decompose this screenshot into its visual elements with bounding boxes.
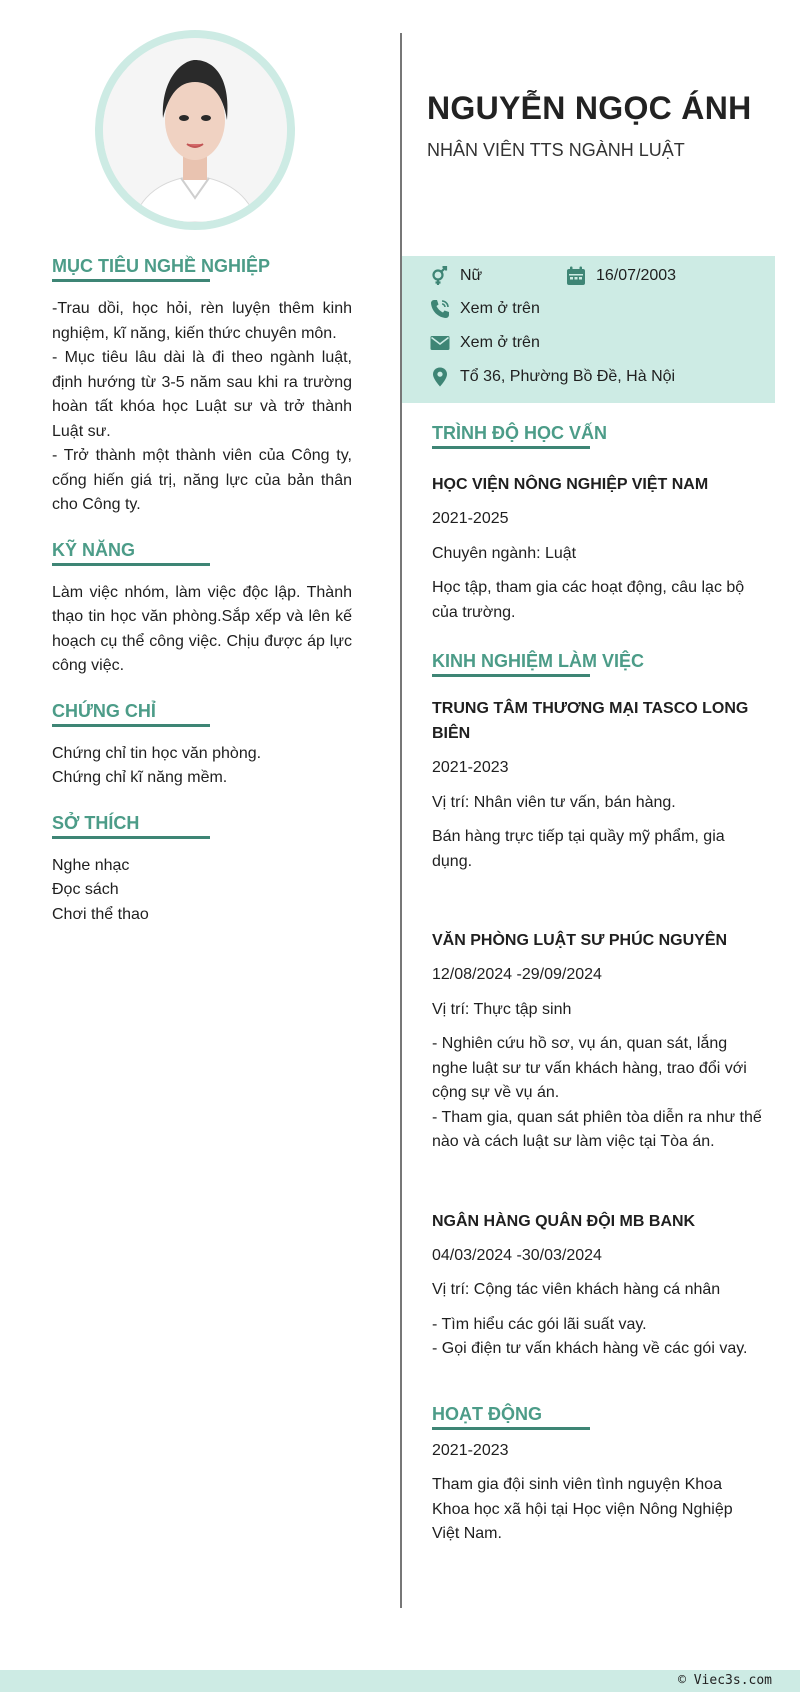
list-item: Chơi thể thao (52, 905, 149, 923)
list-item: Chứng chỉ kĩ năng mềm. (52, 769, 228, 786)
hobbies-list (52, 854, 352, 928)
address-value: Tổ 36, Phường Bồ Đề, Hà Nội (460, 368, 676, 385)
phone-value: Xem ở trên (460, 300, 540, 317)
job-company: VĂN PHÒNG LUẬT SƯ PHÚC NGUYÊN (432, 932, 728, 949)
skills-section (52, 540, 352, 679)
footer-credit: © Viec3s.com (678, 1673, 772, 1688)
email-icon (430, 333, 450, 353)
skills-text: Làm việc nhóm, làm việc độc lập. Thành thạo tin học văn phòng.Sắp xếp và lên kế hoạch cụ thể công việc. Chịu được áp lực công việc. (52, 583, 352, 674)
job-desc: - Nghiên cứu hồ sơ, vụ án, quan sát, lắng nghe luật sư tư vấn khách hàng, trao đổi với cộng sự về vụ án. - Tham gia, quan sát phiên tòa diễn ra như thế nào và cách luật sư làm việc tại Tòa án. (432, 1035, 762, 1150)
gender-value: Nữ (460, 267, 483, 284)
education-section (432, 423, 762, 625)
hobbies-section (52, 813, 352, 928)
email-value: Xem ở trên (460, 334, 540, 351)
contact-email (430, 333, 540, 353)
list-item: Nghe nhạc (52, 856, 130, 874)
certificates-section (52, 701, 352, 791)
education-major: Chuyên ngành: Luật (432, 544, 577, 562)
contact-gender (430, 266, 482, 286)
job-desc: - Tìm hiểu các gói lãi suất vay. - Gọi điện tư vấn khách hàng về các gói vay. (432, 1315, 748, 1357)
job-title: NHÂN VIÊN TTS NGÀNH LUẬT (427, 140, 685, 160)
job-entry (432, 1209, 762, 1362)
contact-birthday (566, 266, 676, 286)
skills-heading: KỸ NĂNG (52, 540, 352, 565)
birthday-value: 16/07/2003 (596, 267, 677, 284)
candidate-name: NGUYỄN NGỌC ÁNH (427, 90, 752, 126)
hobbies-heading: SỞ THÍCH (52, 813, 352, 838)
job-position: Vị trí: Cộng tác viên khách hàng cá nhân (432, 1281, 721, 1298)
job-entry (432, 928, 762, 1155)
objective-heading: MỤC TIÊU NGHỀ NGHIỆP (52, 256, 352, 281)
phone-icon (430, 299, 450, 319)
contact-panel (402, 256, 775, 403)
location-icon (430, 367, 450, 387)
activities-period: 2021-2023 (432, 1441, 509, 1459)
activities-section (432, 1404, 762, 1547)
job-entry (432, 696, 762, 874)
contact-address (430, 367, 675, 387)
certificates-heading: CHỨNG CHỈ (52, 701, 352, 726)
education-heading: TRÌNH ĐỘ HỌC VẤN (432, 423, 762, 448)
job-position: Vị trí: Nhân viên tư vấn, bán hàng. (432, 793, 676, 811)
experience-section (432, 651, 762, 1362)
job-position: Vị trí: Thực tập sinh (432, 1000, 572, 1018)
education-school: HỌC VIỆN NÔNG NGHIỆP VIỆT NAM (432, 476, 709, 493)
avatar (103, 38, 287, 222)
job-period: 12/08/2024 -29/09/2024 (432, 966, 602, 983)
experience-heading: KINH NGHIỆM LÀM VIỆC (432, 651, 762, 676)
certificates-list (52, 742, 352, 791)
profile-photo (103, 38, 287, 222)
activities-heading: HOẠT ĐỘNG (432, 1404, 762, 1429)
list-item: Chứng chỉ tin học văn phòng. (52, 744, 262, 762)
education-desc: Học tập, tham gia các hoạt động, câu lạc bộ của trường. (432, 579, 745, 621)
right-column (432, 423, 762, 1547)
job-period: 04/03/2024 -30/03/2024 (432, 1246, 602, 1264)
left-column (52, 256, 352, 949)
list-item: Đọc sách (52, 881, 119, 898)
job-company: NGÂN HÀNG QUÂN ĐỘI MB BANK (432, 1212, 696, 1230)
contact-phone (430, 299, 540, 319)
education-period: 2021-2025 (432, 510, 509, 527)
calendar-icon (566, 266, 586, 286)
job-desc: Bán hàng trực tiếp tại quầy mỹ phẩm, gia dụng. (432, 828, 725, 870)
job-company: TRUNG TÂM THƯƠNG MẠI TASCO LONG BIÊN (432, 700, 749, 742)
job-period: 2021-2023 (432, 759, 509, 776)
footer-bar (0, 1670, 800, 1692)
objective-section (52, 256, 352, 518)
objective-text: -Trau dồi, học hỏi, rèn luyện thêm kinh nghiệm, kĩ năng, kiến thức chuyên môn. - Mục tiêu lâu dài là đi theo ngành luật, định hướng từ 3-5 năm sau khi ra trường hoàn tất khóa học Luật sư và trở thành Luật sư. - Trở thành một thành viên của Công ty, cống hiến giá trị, năng lực của bản thân cho Công ty. (52, 300, 352, 513)
activities-desc: Tham gia đội sinh viên tình nguyện Khoa Khoa học xã hội tại Học viện Nông Nghiệp Việt Nam. (432, 1476, 733, 1542)
avatar-frame (95, 30, 295, 230)
gender-icon (430, 266, 450, 286)
